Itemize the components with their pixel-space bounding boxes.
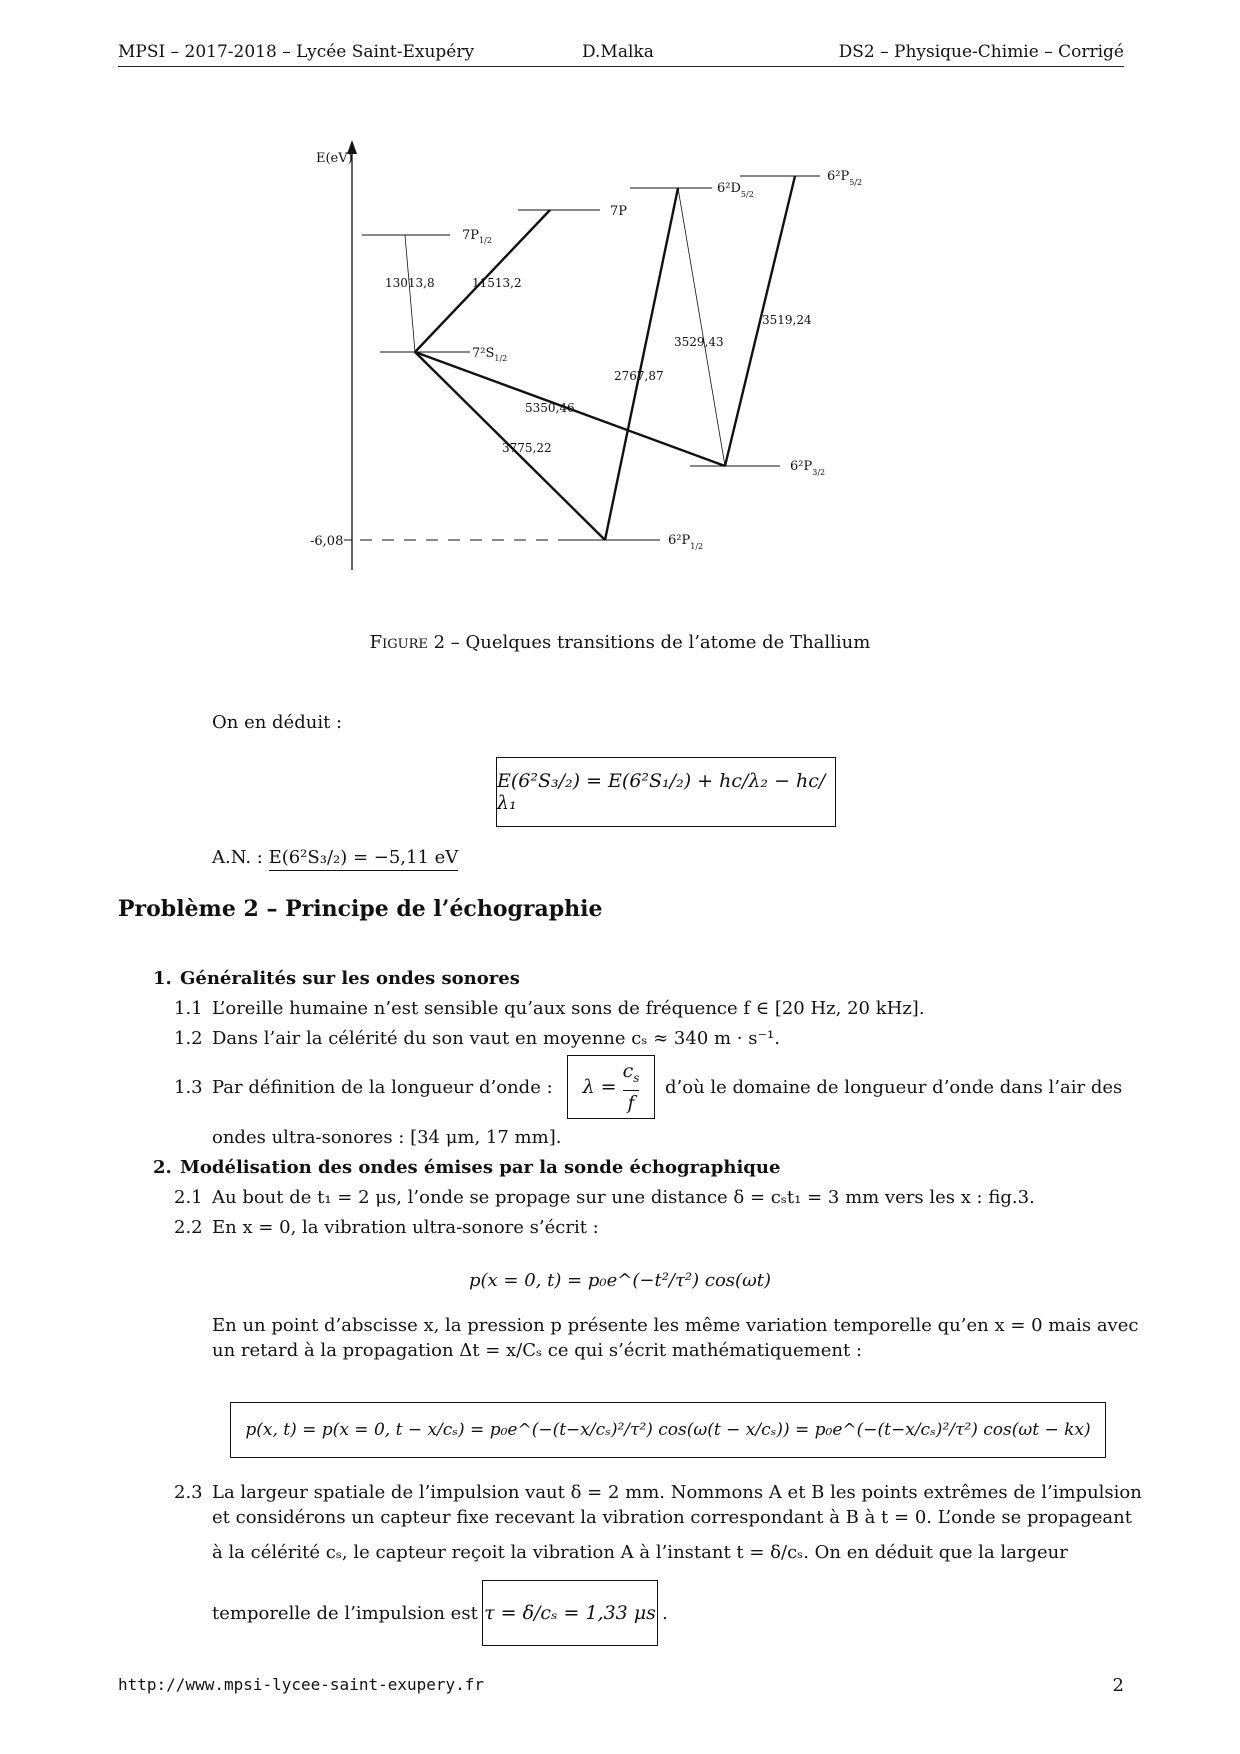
item-2-3-text-b: et considérons un capteur fixe recevant la vibration correspondant à B à t = 0. L’onde se propageant [212,1507,1132,1528]
para-2-2-a: En un point d’abscisse x, la pression p présente les même variation temporelle qu’en x = 0 mais avec [212,1315,1139,1336]
deduit-text: On en déduit : [212,712,343,733]
label-6p32: $6^2P_{3/2}$ [790,459,826,477]
energy-level-svg [300,140,950,580]
section-title: Problème 2 – Principe de l’échographie [118,896,603,922]
item-1-3-text-b: d’où le domaine de longueur d’onde dans l’air des [665,1077,1123,1098]
period-mark: . [662,1603,668,1624]
energy-formula-box: E(6²S₃/₂) = E(6²S₁/₂) + hc/λ₂ − hc/λ₁ [496,757,836,827]
tlabel-3775: 3775,22 [502,441,552,455]
item2-num: 2. [153,1157,172,1178]
label-6p12: $6^2P_{1/2}$ [668,533,704,551]
item-1-1-text: L’oreille humaine n’est sensible qu’aux sons de fréquence f ∈ [20 Hz, 20 kHz]. [212,998,925,1019]
item1-num: 1. [153,968,172,989]
item-2-3-text-a: La largeur spatiale de l’impulsion vaut δ = 2 mm. Nommons A et B les points extrêmes de l’impulsion [212,1482,1142,1503]
figure-caption: Figure 2 – Quelques transitions de l’atome de Thallium [369,632,871,653]
tlabel-3519: 3519,24 [762,313,812,327]
item-2-2-text: En x = 0, la vibration ultra-sonore s’écrit : [212,1217,599,1238]
header-center: D.Malka [582,42,654,62]
y-axis-label: E(eV) [316,151,353,166]
item-2-3-text-d: temporelle de l’impulsion est [212,1603,478,1624]
header-right: DS2 – Physique-Chimie – Corrigé [838,42,1124,62]
y-value-label: -6,08 [310,534,344,549]
label-7s12: $7^2S_{1/2}$ [472,346,508,363]
item1-title: Généralités sur les ondes sonores [180,968,520,989]
label-7p: 7P [610,204,628,219]
tlabel-13013: 13013,8 [385,276,435,290]
transition-13013 [405,235,415,352]
label-6d52: $6^2D_{5/2}$ [717,181,754,199]
label-6p52: $6^2P_{5/2}$ [827,169,863,187]
page-number: 2 [1112,1675,1124,1696]
tau-box: τ = δ/cₛ = 1,33 μs [482,1580,658,1646]
item-1-2-text: Dans l’air la célérité du son vaut en moyenne cₛ ≈ 340 m · s⁻¹. [212,1028,780,1049]
header-left: MPSI – 2017-2018 – Lycée Saint-Exupéry [118,42,475,62]
item-2-1-text: Au bout de t₁ = 2 μs, l’onde se propage sur une distance δ = cₛt₁ = 3 mm vers les x : fig.3. [212,1187,1035,1208]
label-7p12: $7P_{1/2}$ [462,228,492,245]
tlabel-11513: 11513,2 [472,276,522,290]
an-line: A.N. : E(6²S₃/₂) = −5,11 eV [212,845,458,871]
item-2-3-text-c: à la célérité cₛ, le capteur reçoit la vibration A à l’instant t = δ/cₛ. On en déduit que la largeur [212,1542,1068,1563]
transition-2767 [605,188,678,540]
lambda-box: λ = $\frac{c_s}{f}$ [567,1055,655,1119]
tlabel-2767: 2767,87 [614,369,664,383]
item2-title: Modélisation des ondes émises par la sonde échographique [180,1157,781,1178]
item-1-3-num: 1.3 [174,1077,203,1098]
item-2-1-num: 2.1 [174,1187,203,1208]
energy-level-diagram [300,140,950,580]
item-2-2-num: 2.2 [174,1217,203,1238]
tlabel-5350: 5350,46 [525,401,575,415]
footer-url[interactable]: http://www.mpsi-lycee-saint-exupery.fr [118,1675,485,1694]
transition-3529 [678,188,725,466]
item-1-3-text-a: Par définition de la longueur d’onde : [212,1077,553,1098]
item-1-3-text-c: ondes ultra-sonores : [34 μm, 17 mm]. [212,1127,562,1148]
an-value: E(6²S₃/₂) = −5,11 eV [269,847,459,871]
item-1-1-num: 1.1 [174,998,203,1019]
wave-formula-box: p(x, t) = p(x = 0, t − x/cₛ) = p₀e^(−(t−x/cₛ)²/τ²) cos(ω(t − x/cₛ)) = p₀e^(−(t−x/cₛ)²/τ²) cos(ωt − kx) [230,1402,1106,1458]
para-2-2-b: un retard à la propagation Δt = x/Cₛ ce qui s’écrit mathématiquement : [212,1340,863,1361]
equation-2-2: p(x = 0, t) = p₀e^(−t²/τ²) cos(ωt) [468,1270,772,1291]
tlabel-3529: 3529,43 [674,335,724,349]
item-2-3-num: 2.3 [174,1482,203,1503]
header-rule [118,66,1124,67]
item-1-2-num: 1.2 [174,1028,203,1049]
